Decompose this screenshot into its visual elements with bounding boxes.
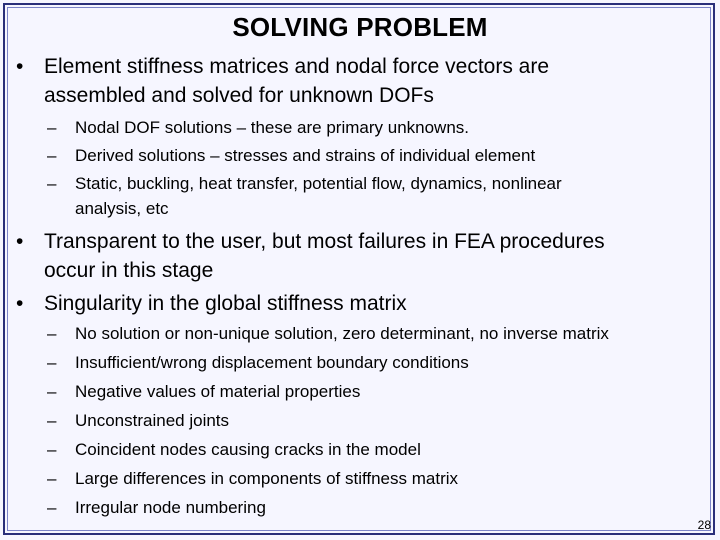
bullet-marker: • <box>16 55 24 78</box>
dash-marker: – <box>47 382 57 401</box>
sub-bullet-text: Negative values of material properties <box>75 382 361 401</box>
slide-title: SOLVING PROBLEM <box>232 12 488 42</box>
dash-marker: – <box>47 469 57 488</box>
dash-marker: – <box>47 324 57 343</box>
bullet-text: Transparent to the user, but most failures in FEA procedures <box>44 230 605 253</box>
sub-bullet-text: Nodal DOF solutions – these are primary unknowns. <box>75 118 470 137</box>
sub-bullet-text: Large differences in components of stiffness matrix <box>75 469 459 488</box>
sub-bullet-text: Coincident nodes causing cracks in the model <box>75 440 421 459</box>
dash-marker: – <box>47 440 57 459</box>
dash-marker: – <box>47 174 57 193</box>
bullet-text: assembled and solved for unknown DOFs <box>44 84 434 107</box>
page-number: 28 <box>697 518 711 532</box>
sub-bullet-text: Irregular node numbering <box>75 498 266 517</box>
dash-marker: – <box>47 353 57 372</box>
sub-bullet-text: Insufficient/wrong displacement boundary conditions <box>75 353 469 372</box>
bullet-marker: • <box>16 292 24 315</box>
bullet-text: Element stiffness matrices and nodal force vectors are <box>44 55 550 78</box>
dash-marker: – <box>47 498 57 517</box>
dash-marker: – <box>47 411 57 430</box>
sub-bullet-text: Derived solutions – stresses and strains of individual element <box>75 146 536 165</box>
bullet-marker: • <box>16 230 24 253</box>
sub-bullet-text: Unconstrained joints <box>75 411 230 430</box>
bullet-text: Singularity in the global stiffness matrix <box>44 292 407 315</box>
sub-bullet-text: analysis, etc <box>75 199 169 218</box>
bullet-text: occur in this stage <box>44 259 214 282</box>
dash-marker: – <box>47 146 57 165</box>
sub-bullet-text: No solution or non-unique solution, zero determinant, no inverse matrix <box>75 324 609 343</box>
dash-marker: – <box>47 118 57 137</box>
sub-bullet-text: Static, buckling, heat transfer, potential flow, dynamics, nonlinear <box>75 174 562 193</box>
